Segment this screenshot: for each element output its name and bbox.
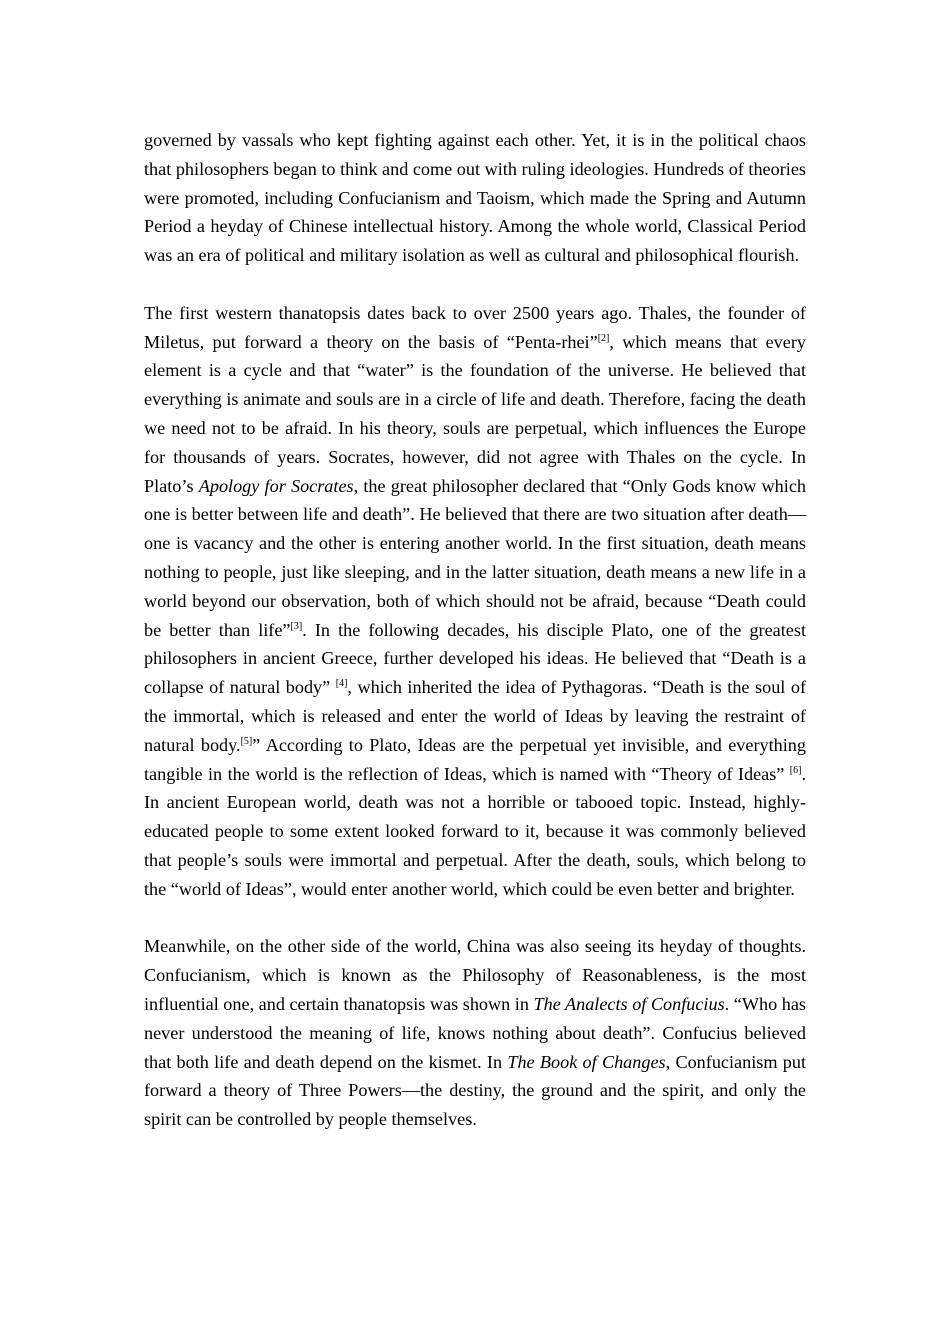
- footnote-ref-6[interactable]: [6]: [789, 764, 802, 776]
- paragraph-text: , the great philosopher declared that “Only Gods know which one is better between life and death”. He believed that there are two situation after death—one is vacancy and the other is entering another world. In the first situation, death means nothing to people, just like sleeping, and in the latter situation, death means a new life in a world beyond our observation, both of which should not be afraid, because “Death could be better than life”: [144, 475, 806, 640]
- footnote-ref-5[interactable]: [5]: [240, 735, 253, 747]
- paragraph-spacer: [144, 270, 806, 299]
- paragraph-spacer: [144, 904, 806, 933]
- paragraph-1: [144, 126, 806, 270]
- paragraph-text: . In the following decades, his disciple Plato, one of the greatest philosophers in ancient Greece, further developed his ideas. He believed that “Death is a collapse of natural body”: [144, 619, 806, 698]
- paragraph-text: , which means that every element is a cycle and that “water” is the foundation of the universe. He believed that everything is animate and souls are in a circle of life and death. Therefore, facing the death we need not to be afraid. In his theory, souls are perpetual, which influences the Europe for thousands of years. Socrates, however, did not agree with Thales on the cycle. In Plato’s: [144, 331, 806, 496]
- paragraph-text: . In ancient European world, death was not a horrible or tabooed topic. Instead, highly-educated people to some extent looked forward to it, because it was commonly believed that people’s souls were immortal and perpetual. After the death, souls, which belong to the “world of Ideas”, would enter another world, which could be even better and brighter.: [144, 763, 806, 899]
- book-title-book-of-changes: The Book of Changes: [507, 1051, 666, 1072]
- paragraph-text: The first western thanatopsis dates back to over 2500 years ago. Thales, the founder of Miletus, put forward a theory on the basis of “Penta-rhei”: [144, 302, 806, 352]
- paragraph-text: ” According to Plato, Ideas are the perpetual yet invisible, and everything tangible in the world is the reflection of Ideas, which is named with “Theory of Ideas”: [144, 734, 806, 784]
- paragraph-text: , Confucianism put forward a theory of Three Powers—the destiny, the ground and the spirit, and only the spirit can be controlled by people themselves.: [144, 1051, 806, 1130]
- paragraph-text: governed by vassals who kept fighting against each other. Yet, it is in the political chaos that philosophers began to think and come out with ruling ideologies. Hundreds of theories were promoted, including Confucianism and Taoism, which made the Spring and Autumn Period a heyday of Chinese intellectual history. Among the whole world, Classical Period was an era of political and military isolation as well as cultural and philosophical flourish.: [144, 130, 806, 266]
- book-title-apology-for-socrates: Apology for Socrates: [198, 475, 354, 496]
- book-title-analects: The Analects of Confucius: [533, 993, 725, 1014]
- paragraph-3: [144, 932, 806, 1134]
- paragraph-2: [144, 299, 806, 904]
- paragraph-text: . “Who has never understood the meaning of life, knows nothing about death”. Confucius believed that both life and death depend on the kismet. In: [144, 993, 806, 1072]
- footnote-ref-4[interactable]: [4]: [335, 678, 348, 690]
- paragraph-text: , which inherited the idea of Pythagoras. “Death is the soul of the immortal, which is released and enter the world of Ideas by leaving the restraint of natural body.: [144, 677, 806, 755]
- footnote-ref-3[interactable]: [3]: [290, 620, 303, 632]
- document-page: [144, 126, 806, 1134]
- footnote-ref-2[interactable]: [2]: [597, 332, 610, 344]
- paragraph-text: Meanwhile, on the other side of the world, China was also seeing its heyday of thoughts. Confucianism, which is known as the Philosophy of Reasonableness, is the most influential one, and certain thanatopsis was shown in: [144, 936, 806, 1014]
